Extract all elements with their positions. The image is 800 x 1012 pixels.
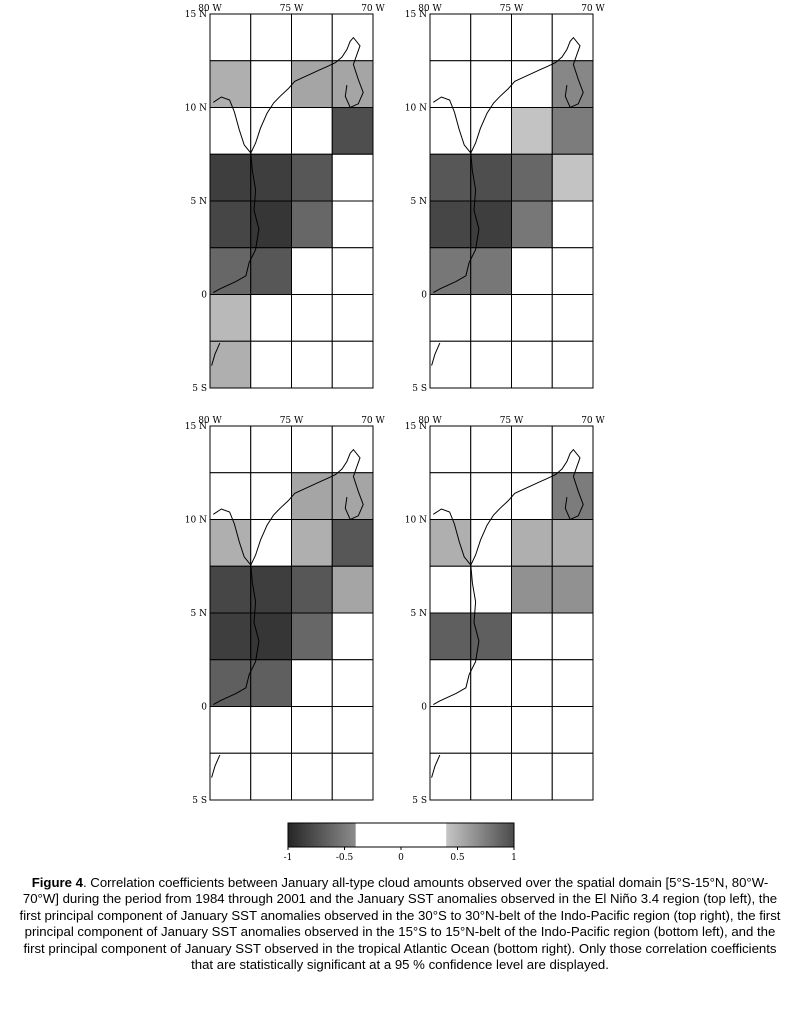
grid-cell-r3-c1: [251, 566, 292, 613]
grid-cell-r2-c0: [210, 108, 251, 155]
grid-cell-r6-c1: [471, 707, 512, 754]
lon-tick-label: 75 W: [499, 416, 524, 426]
grid-cell-r2-c3: [332, 108, 373, 155]
lat-tick-label: 5 S: [412, 796, 427, 806]
lat-tick-label: 15 N: [404, 422, 427, 432]
grid-cell-r1-c3: [332, 473, 373, 520]
grid-cell-r3-c0: [430, 566, 471, 613]
lon-tick-label: 80 W: [198, 416, 222, 426]
colorbar-negative: [288, 823, 356, 847]
grid-cell-r2-c0: [210, 520, 251, 567]
grid-cell-r0-c2: [512, 14, 553, 61]
grid-cell-r7-c2: [292, 341, 333, 388]
grid-cell-r6-c3: [552, 295, 593, 342]
grid-cell-r6-c0: [430, 707, 471, 754]
grid-cell-r4-c3: [332, 613, 373, 660]
lat-tick-label: 5 N: [190, 609, 207, 619]
grid-cell-r7-c3: [332, 341, 373, 388]
grid-cell-r1-c3: [552, 473, 593, 520]
grid-cell-r2-c3: [332, 520, 373, 567]
grid-cell-r3-c3: [332, 154, 373, 201]
lon-tick-label: 75 W: [279, 416, 304, 426]
grid-cell-r7-c2: [512, 753, 553, 800]
lat-tick-label: 15 N: [184, 422, 207, 432]
grid-cell-r3-c1: [251, 154, 292, 201]
lat-tick-label: 10 N: [404, 515, 427, 526]
lat-tick-label: 0: [201, 702, 207, 713]
lat-tick-label: 5 N: [190, 197, 207, 207]
grid-cell-r0-c0: [430, 14, 471, 61]
colorbar-tick-label: -0.5: [335, 853, 354, 863]
map-panel-3: [185, 416, 386, 806]
grid-cell-r1-c1: [251, 61, 292, 108]
grid-cell-r0-c1: [251, 14, 292, 61]
grid-cell-r7-c0: [210, 341, 251, 388]
grid-cell-r2-c2: [292, 108, 333, 155]
grid-cell-r5-c3: [552, 660, 593, 707]
grid-cell-r4-c0: [430, 613, 471, 660]
grid-cell-r6-c2: [512, 295, 553, 342]
lat-tick-label: 10 N: [184, 103, 207, 114]
grid-cell-r5-c2: [292, 248, 333, 295]
lat-tick-label: 0: [421, 702, 427, 713]
grid-cell-r0-c0: [210, 426, 251, 473]
grid-cell-r2-c1: [471, 108, 512, 155]
grid-cell-r5-c1: [251, 248, 292, 295]
grid-cell-r0-c1: [251, 426, 292, 473]
grid-cell-r3-c0: [210, 154, 251, 201]
grid-cell-r2-c1: [251, 520, 292, 567]
grid-cell-r3-c0: [430, 154, 471, 201]
grid-cell-r2-c3: [552, 108, 593, 155]
grid-cell-r0-c3: [332, 426, 373, 473]
map-panel-2: [405, 4, 606, 394]
grid-cell-r1-c2: [512, 61, 553, 108]
grid-cell-r6-c1: [251, 295, 292, 342]
grid-cell-r7-c1: [251, 753, 292, 800]
lat-tick-label: 5 N: [410, 609, 427, 619]
grid-cell-r2-c2: [512, 108, 553, 155]
grid-cell-r2-c2: [292, 520, 333, 567]
grid-cell-r2-c2: [512, 520, 553, 567]
grid-cell-r4-c3: [552, 613, 593, 660]
grid-cell-r1-c2: [292, 61, 333, 108]
lon-tick-label: 70 W: [361, 416, 385, 426]
lon-tick-label: 75 W: [499, 4, 524, 14]
grid-cell-r7-c0: [430, 753, 471, 800]
grid-cell-r5-c3: [332, 248, 373, 295]
colorbar: [284, 823, 517, 863]
lat-tick-label: 0: [421, 290, 427, 301]
lon-tick-label: 75 W: [279, 4, 304, 14]
grid-cell-r2-c1: [471, 520, 512, 567]
grid-cell-r3-c0: [210, 566, 251, 613]
grid-cell-r5-c0: [210, 660, 251, 707]
grid-cell-r6-c3: [552, 707, 593, 754]
grid-cell-r0-c2: [512, 426, 553, 473]
lon-tick-label: 80 W: [198, 4, 222, 14]
grid-cell-r5-c0: [210, 248, 251, 295]
colorbar-tick-label: 0.5: [450, 853, 465, 863]
figure-caption: [14, 875, 786, 973]
grid-cell-r4-c2: [292, 201, 333, 248]
grid-cell-r2-c3: [552, 520, 593, 567]
grid-cell-r5-c0: [430, 660, 471, 707]
grid-cell-r4-c0: [430, 201, 471, 248]
grid-cell-r1-c2: [512, 473, 553, 520]
grid-cell-r2-c1: [251, 108, 292, 155]
grid-cell-r4-c0: [210, 613, 251, 660]
grid-cell-r0-c1: [471, 14, 512, 61]
grid-cell-r6-c0: [210, 295, 251, 342]
grid-cell-r3-c3: [552, 154, 593, 201]
grid-cell-r0-c0: [430, 426, 471, 473]
lat-tick-label: 5 S: [412, 384, 427, 394]
grid-cell-r0-c3: [332, 14, 373, 61]
lat-tick-label: 10 N: [404, 103, 427, 114]
grid-cell-r0-c1: [471, 426, 512, 473]
grid-cell-r1-c1: [471, 473, 512, 520]
lat-tick-label: 0: [201, 290, 207, 301]
grid-cell-r4-c3: [552, 201, 593, 248]
grid-cell-r6-c0: [430, 295, 471, 342]
lon-tick-label: 70 W: [361, 4, 385, 14]
map-panel-4: [405, 416, 606, 806]
grid-cell-r6-c1: [251, 707, 292, 754]
grid-cell-r3-c2: [512, 566, 553, 613]
grid-cell-r1-c3: [332, 61, 373, 108]
grid-cell-r0-c3: [552, 426, 593, 473]
grid-cell-r3-c3: [332, 566, 373, 613]
grid-cell-r6-c3: [332, 707, 373, 754]
grid-cell-r4-c3: [332, 201, 373, 248]
colorbar-tick-label: 1: [511, 853, 517, 863]
lon-tick-label: 70 W: [581, 416, 605, 426]
grid-cell-r7-c2: [292, 753, 333, 800]
grid-cell-r5-c2: [292, 660, 333, 707]
grid-cell-r3-c1: [471, 566, 512, 613]
grid-cell-r1-c2: [292, 473, 333, 520]
grid-cell-r3-c2: [512, 154, 553, 201]
grid-cell-r7-c1: [471, 341, 512, 388]
grid-cell-r5-c0: [430, 248, 471, 295]
grid-cell-r6-c1: [471, 295, 512, 342]
grid-cell-r3-c2: [292, 154, 333, 201]
caption-label: Figure 4: [31, 875, 83, 890]
colorbar-tick-label: 0: [398, 853, 404, 863]
lon-tick-label: 80 W: [418, 4, 442, 14]
grid-cell-r7-c1: [251, 341, 292, 388]
grid-cell-r6-c2: [292, 707, 333, 754]
grid-cell-r0-c3: [552, 14, 593, 61]
lat-tick-label: 15 N: [184, 10, 207, 20]
grid-cell-r4-c2: [512, 613, 553, 660]
grid-cell-r6-c2: [292, 295, 333, 342]
lon-tick-label: 80 W: [418, 416, 442, 426]
grid-cell-r2-c0: [430, 108, 471, 155]
grid-cell-r5-c1: [471, 248, 512, 295]
grid-cell-r5-c1: [251, 660, 292, 707]
grid-cell-r1-c1: [471, 61, 512, 108]
grid-cell-r6-c3: [332, 295, 373, 342]
grid-cell-r7-c2: [512, 341, 553, 388]
grid-cell-r3-c3: [552, 566, 593, 613]
grid-cell-r7-c1: [471, 753, 512, 800]
lat-tick-label: 15 N: [404, 10, 427, 20]
grid-cell-r7-c0: [430, 341, 471, 388]
grid-cell-r4-c2: [512, 201, 553, 248]
grid-cell-r5-c3: [332, 660, 373, 707]
grid-cell-r5-c1: [471, 660, 512, 707]
grid-cell-r1-c3: [552, 61, 593, 108]
grid-cell-r7-c3: [552, 753, 593, 800]
grid-cell-r0-c2: [292, 14, 333, 61]
grid-cell-r4-c0: [210, 201, 251, 248]
grid-cell-r2-c0: [430, 520, 471, 567]
grid-cell-r6-c2: [512, 707, 553, 754]
lat-tick-label: 5 S: [192, 796, 207, 806]
grid-cell-r1-c1: [251, 473, 292, 520]
lon-tick-label: 70 W: [581, 4, 605, 14]
grid-cell-r4-c2: [292, 613, 333, 660]
grid-cell-r5-c2: [512, 660, 553, 707]
lat-tick-label: 5 S: [192, 384, 207, 394]
caption-text: . Correlation coefficients between January all-type cloud amounts observed over the spatial domain [5°S-15°N, 80°W-70°W] during the period from 1984 through 2001 and the January SST anomalies observed in the El Niño 3.4 region (top left), the first principal component of January SST anomalies observed in the 30°S to 30°N-belt of the Indo-Pacific region (top right), the first principal component of January SST anomalies observed in the 15°S to 15°N-belt of the Indo-Pacific region (bottom left), and the first principal component of January SST observed in the tropical Atlantic Ocean (bottom right). Only those correlation coefficients that are statistically significant at a 95 % confidence level are displayed.: [19, 875, 781, 973]
colorbar-neutral: [356, 823, 446, 847]
colorbar-positive: [446, 823, 514, 847]
grid-cell-r5-c3: [552, 248, 593, 295]
grid-cell-r5-c2: [512, 248, 553, 295]
grid-cell-r7-c3: [552, 341, 593, 388]
grid-cell-r0-c0: [210, 14, 251, 61]
grid-cell-r0-c2: [292, 426, 333, 473]
lat-tick-label: 10 N: [184, 515, 207, 526]
grid-cell-r3-c2: [292, 566, 333, 613]
grid-cell-r7-c3: [332, 753, 373, 800]
colorbar-tick-label: -1: [283, 853, 293, 863]
map-panel-1: [185, 4, 386, 394]
grid-cell-r6-c0: [210, 707, 251, 754]
grid-cell-r7-c0: [210, 753, 251, 800]
lat-tick-label: 5 N: [410, 197, 427, 207]
grid-cell-r3-c1: [471, 154, 512, 201]
